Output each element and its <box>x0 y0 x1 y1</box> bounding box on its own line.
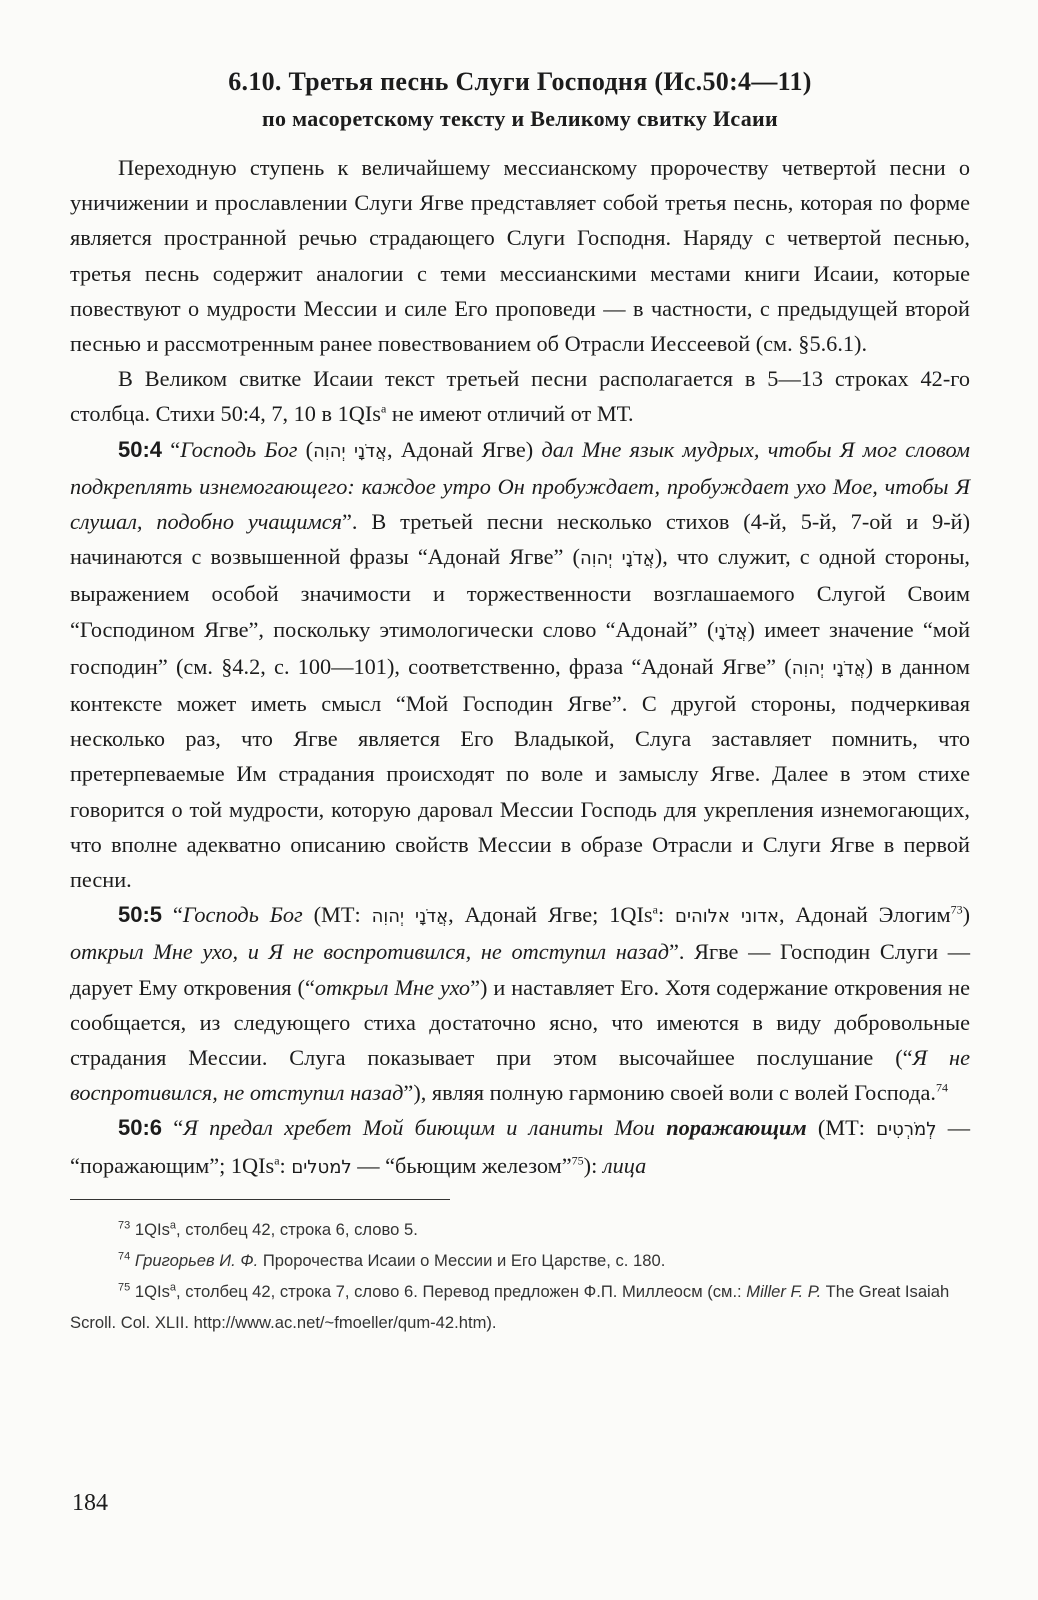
hebrew-text: למטלים <box>291 1156 352 1178</box>
paragraph-verse-50-4: 50:4 “Господь Бог (אֲדֹנָי יְהוִה, Адонай Ягве) дал Мне язык мудрых, чтобы Я мог словом подкреплять изнемогающего: каждое утро Он пробуждает, пробуждает ухо Мое, чтобы Я слушал, подобно учащимся”. В третьей песни несколько стихов (4-й, 5-й, 7-ой и 9-й) начинаются с возвышенной фразы “Адонай Ягве” (אֲדֹנָי יְהוִה), что служит, с одной стороны, выражением особой значимости и торжественности возглашаемого Слугой Своим “Господином Ягве”, поскольку этимологически слово “Адонай” (אֲדֹנָי) имеет значение “мой господин” (см. §4.2, с. 100—101), соответственно, фраза “Адонай Ягве” (אֲדֹנָי יְהוִה) в данном контексте может иметь смысл “Мой Господин Ягве”. С другой стороны, подчеркивая несколько раз, что Ягве является Его Владыкой, Слуга заставляет помнить, что претерпеваемые Им страдания происходят по воле и замыслу Ягве. Далее в этом стихе говорится о той мудрости, которую даровал Мессии Господь для укрепления изнемогающих, что вполне адекватно описанию свойств Мессии в образе Отрасли и Слуги Ягве в первой песни. <box>70 436 971 893</box>
page-number: 184 <box>72 1490 108 1516</box>
hebrew-text: אֲדֹנָי יְהוִה <box>371 906 449 928</box>
footnote-ref: 73 <box>950 902 963 917</box>
footnote-ref: 75 <box>571 1153 584 1168</box>
hebrew-text: אֲדֹנָי יְהוִה <box>791 657 866 679</box>
hebrew-text: לְמֹרְטִים <box>876 1119 937 1141</box>
paragraph-scroll-location: В Великом свитке Исаии текст третьей песни располагается в 5—13 строках 42-го столбца. Стихи 50:4, 7, 10 в 1QIs$^a$ не имеют отличий от МТ. <box>70 366 970 427</box>
verse-number: 50:5 <box>118 902 163 928</box>
hebrew-text: אֲדֹנָי יְהוִה <box>313 440 388 462</box>
page-content <box>70 64 970 1338</box>
section-subtitle: по масоретскому тексту и Великому свитку Исаии <box>262 106 778 131</box>
footnote-divider <box>70 1199 450 1200</box>
footnote-ref: 74 <box>936 1080 948 1095</box>
hebrew-text: אדוני אלוהים <box>675 906 779 928</box>
verse-number: 50:6 <box>118 1115 163 1141</box>
paragraph-verse-50-5: 50:5 “Господь Бог (МТ: אֲדֹנָי יְהוִה, Адонай Ягве; 1QIs$^a$: אדוני אלוהים, Адонай Элогим$^{73}$) открыл Мне ухо, и Я не воспротивился, не отступил назад”. Ягве — Господин Слуги — дарует Ему откровения (“открыл Мне ухо”) и наставляет Его. Хотя содержание откровения не сообщается, из следующего стиха достаточно ясно, что имеются в виду добровольные страдания Мессии. Слуга показывает при этом высочайшее послушание (“Я не воспротивился, не отступил назад”), являя полную гармонию своей воли с волей Господа.$^{74}$ <box>70 902 970 1106</box>
verse-number: 50:4 <box>118 436 163 462</box>
footnote-73: $^{73}$ 1QIs$^a$, столбец 42, строка 6, слово 5. <box>118 1219 418 1239</box>
footnote-74: $^{74}$ Григорьев И. Ф. Пророчества Исаии о Мессии и Его Царстве, с. 180. <box>118 1250 666 1270</box>
footnote-75: $^{75}$ 1QIs$^a$, столбец 42, строка 7, слово 6. Перевод предложен Ф.П. Миллеосм (см.: Miller F. P. The Great Isaiah Scroll. Col. XLII. http://www.ac.net/~fmoeller/qum-42.htm). <box>70 1281 950 1332</box>
hebrew-text: אֲדֹנָי <box>714 620 748 642</box>
paragraph-intro: Переходную ступень к величайшему мессианскому пророчеству четвертой песни о уничижении и прославлении Слуги Ягве представляет собой третья песнь, которая по форме является пространной речью страдающего Слуги Господня. Наряду с четвертой песнью, третья песнь содержит аналогии с теми мессианскими местами книги Исаии, которые повествуют о мудрости Мессии и силе Его проповеди — в частности, с предыдущей второй песнью и рассмотренным ранее повествованием об Отрасли Иессеевой (см. §5.6.1). <box>70 155 970 357</box>
section-title: 6.10. Третья песнь Слуги Господня (Ис.50:4—11) <box>228 67 812 96</box>
hebrew-text: אֲדֹנָי יְהוִה <box>579 548 655 570</box>
paragraph-verse-50-6: 50:6 “Я предал хребет Мой биющим и ланиты Мои поражающим (МТ: לְמֹרְטִים — “поражающим”; 1QIs$^a$: למטלים — “бьющим железом”$^{75}$): лица <box>70 1115 970 1178</box>
